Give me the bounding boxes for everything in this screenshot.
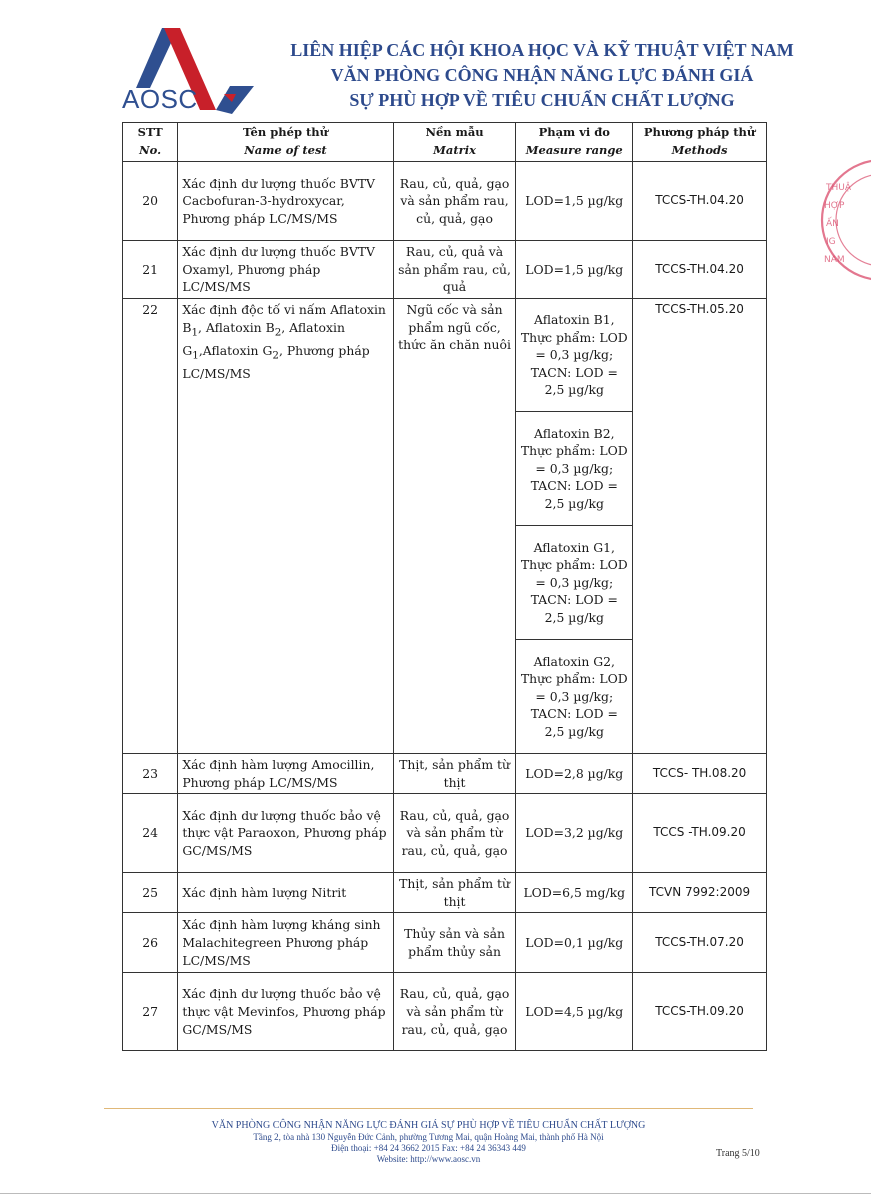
row-name: Xác định dư lượng thuốc bảo vệ thực vật Mevinfos, Phương pháp GC/MS/MS: [178, 973, 393, 1051]
header-matrix: Nền mẫu Matrix: [393, 123, 516, 162]
row-range-b2: Aflatoxin B2, Thực phẩm: LOD = 0,3 µg/kg; TACN: LOD = 2,5 µg/kg: [516, 412, 633, 526]
row-matrix: Ngũ cốc và sản phẩm ngũ cốc, thức ăn chăn nuôi: [393, 299, 516, 754]
header-name: Tên phép thử Name of test: [178, 123, 393, 162]
footer-org: VĂN PHÒNG CÔNG NHẬN NĂNG LỰC ĐÁNH GIÁ SỰ PHÙ HỢP VỀ TIÊU CHUẨN CHẤT LƯỢNG: [211, 1120, 646, 1131]
footer-website: Website: http://www.aosc.vn: [376, 1154, 481, 1164]
svg-text:IG: IG: [826, 237, 836, 247]
footer-address: Tầng 2, tòa nhà 130 Nguyễn Đức Cảnh, phường Tương Mai, quận Hoàng Mai, thành phố Hà Nội: [253, 1132, 604, 1142]
table-row: [123, 973, 767, 1051]
row-method: TCVN 7992:2009: [633, 873, 767, 913]
table-row: [123, 794, 767, 873]
svg-text:HỢP: HỢP: [824, 201, 845, 211]
row-method: TCCS -TH.09.20: [633, 794, 767, 873]
row-range-g1: Aflatoxin G1, Thực phẩm: LOD = 0,3 µg/kg; TACN: LOD = 2,5 µg/kg: [516, 526, 633, 640]
row-stt: 27: [123, 973, 178, 1051]
header-stt: STT No.: [123, 123, 178, 162]
table-row: [123, 241, 767, 299]
table-row: [123, 162, 767, 241]
row-stt: 25: [123, 873, 178, 913]
header-line-2: VĂN PHÒNG CÔNG NHẬN NĂNG LỰC ĐÁNH GIÁ: [330, 65, 754, 85]
table-header-row: [123, 123, 767, 162]
row-stt: 20: [123, 162, 178, 241]
row-matrix: Rau, củ, quả và sản phẩm rau, củ, quả: [393, 241, 516, 299]
row-range-g2: Aflatoxin G2, Thực phẩm: LOD = 0,3 µg/kg; TACN: LOD = 2,5 µg/kg: [516, 640, 633, 754]
row-method: TCCS- TH.08.20: [633, 754, 767, 794]
row-name: Xác định hàm lượng Amocillin, Phương pháp LC/MS/MS: [178, 754, 393, 794]
header-line-3: SỰ PHÙ HỢP VỀ TIÊU CHUẨN CHẤT LƯỢNG: [349, 90, 735, 110]
row-name: Xác định dư lượng thuốc BVTV Cacbofuran-3-hydroxycar, Phương pháp LC/MS/MS: [178, 162, 393, 241]
row-range: LOD=2,8 µg/kg: [516, 754, 633, 794]
row-method: TCCS-TH.04.20: [633, 241, 767, 299]
row-stt: 22: [123, 299, 178, 754]
page-bottom-rule: [0, 1193, 871, 1194]
row-matrix: Rau, củ, quả, gạo và sản phẩm rau, củ, quả, gạo: [393, 162, 516, 241]
row-range-b1: Aflatoxin B1, Thực phẩm: LOD = 0,3 µg/kg; TACN: LOD = 2,5 µg/kg: [516, 299, 633, 412]
row-stt: 24: [123, 794, 178, 873]
svg-text:ẤN: ẤN: [826, 219, 839, 229]
row-range: LOD=1,5 µg/kg: [516, 241, 633, 299]
row-name: Xác định hàm lượng Nitrit: [178, 873, 393, 913]
row-method: TCCS-TH.07.20: [633, 913, 767, 973]
logo-text: AOSC: [122, 84, 198, 114]
accreditation-scope-table: [122, 122, 767, 1051]
row-name: Xác định dư lượng thuốc BVTV Oxamyl, Phương pháp LC/MS/MS: [178, 241, 393, 299]
svg-text:NAM: NAM: [824, 255, 845, 265]
header-range: Phạm vi đo Measure range: [516, 123, 633, 162]
row-stt: 26: [123, 913, 178, 973]
aosc-logo: [120, 22, 260, 114]
table-row: [123, 873, 767, 913]
row-range: LOD=1,5 µg/kg: [516, 162, 633, 241]
row-method: TCCS-TH.04.20: [633, 162, 767, 241]
footer-phone: Điện thoại: +84 24 3662 2015 Fax: +84 24 36343 449: [331, 1143, 526, 1153]
header-method: Phương pháp thử Methods: [633, 123, 767, 162]
row-matrix: Rau, củ, quả, gạo và sản phẩm từ rau, củ, quả, gạo: [393, 973, 516, 1051]
svg-text:THUẬ: THUẬ: [826, 183, 852, 193]
document-header: [262, 38, 822, 113]
row-matrix: Thủy sản và sản phẩm thủy sản: [393, 913, 516, 973]
row-method: TCCS-TH.05.20: [633, 299, 767, 754]
row-matrix: Thịt, sản phẩm từ thịt: [393, 754, 516, 794]
row-stt: 21: [123, 241, 178, 299]
table-row: [123, 913, 767, 973]
header-line-1: LIÊN HIỆP CÁC HỘI KHOA HỌC VÀ KỸ THUẬT VIỆT NAM: [290, 40, 794, 60]
footer-divider: [104, 1108, 753, 1109]
table-row: [123, 754, 767, 794]
row-range: LOD=6,5 mg/kg: [516, 873, 633, 913]
row-stt: 23: [123, 754, 178, 794]
row-range: LOD=0,1 µg/kg: [516, 913, 633, 973]
stamp-seal-icon: [812, 150, 871, 290]
row-range: LOD=3,2 µg/kg: [516, 794, 633, 873]
row-range: LOD=4,5 µg/kg: [516, 973, 633, 1051]
row-name: Xác định dư lượng thuốc bảo vệ thực vật Paraoxon, Phương pháp GC/MS/MS: [178, 794, 393, 873]
row-name: Xác định độc tố vi nấm Aflatoxin $B_1$, Aflatoxin $B_2$, Aflatoxin $G_1,Aflatoxin$ $G_2$, Phương pháp LC/MS/MS: [178, 299, 393, 754]
row-matrix: Thịt, sản phẩm từ thịt: [393, 873, 516, 913]
document-footer: [104, 1119, 753, 1165]
row-method: TCCS-TH.09.20: [633, 973, 767, 1051]
table-row: [123, 299, 767, 412]
row-name: Xác định hàm lượng kháng sinh Malachitegreen Phương pháp LC/MS/MS: [178, 913, 393, 973]
page-number: Trang 5/10: [716, 1148, 760, 1159]
row-matrix: Rau, củ, quả, gạo và sản phẩm từ rau, củ, quả, gạo: [393, 794, 516, 873]
